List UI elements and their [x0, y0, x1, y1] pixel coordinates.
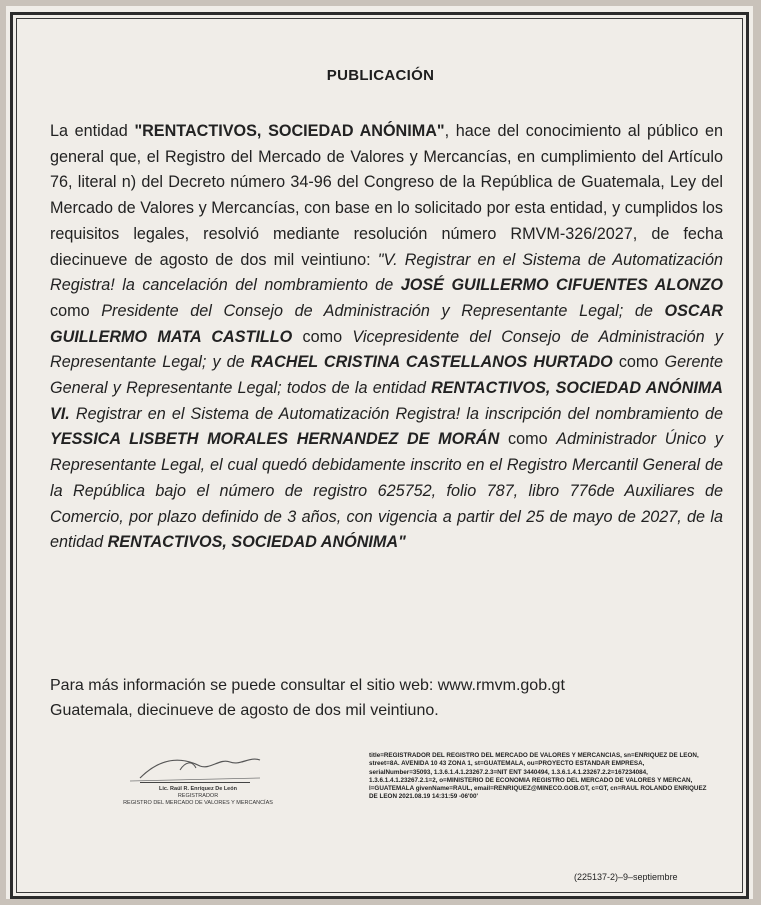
- body-segment: La entidad: [50, 122, 135, 140]
- body-segment: Presidente del Consejo de Administración y Representante Legal; de: [101, 301, 665, 320]
- body-segment: OSCAR GUILLERMO MATA CASTILLO: [50, 301, 723, 346]
- body-segment: , hace del conocimiento al público en general que, el Registro del Mercado de Valores y Mercancías, en cumplimiento del Artículo 76, literal n) del Decreto número 34-96 del Congreso de la República de Guatemala, Ley del Mercado de Valores y Mercancías, con base en lo solicitado por esta entidad, y cumplidos los requisitos legales, resolvió mediante resolución número RMVM-326/2027, de fecha diecinueve de agosto de dos mil veintiuno:: [50, 122, 724, 269]
- body-segment: como: [612, 353, 665, 372]
- signatory-role: REGISTRADOR: [177, 793, 219, 799]
- body-segment: Vicepresidente del Consejo de Administración y Representante Legal; y de: [50, 327, 723, 372]
- body-segment: "V. Registrar en el Sistema de Automatización Registra! la cancelación del nombramiento de: [50, 250, 724, 295]
- footer-reference: (225137-2)–9–septiembre: [574, 872, 678, 882]
- body-segment: YESSICA LISBETH MORALES HERNANDEZ DE MORÁN: [50, 430, 500, 449]
- body-segment: como: [499, 430, 557, 449]
- website-info: Para más información se puede consultar el sitio web: www.rmvm.gob.gt: [50, 677, 565, 694]
- body-segment: JOSÉ GUILLERMO CIFUENTES ALONZO: [400, 276, 723, 295]
- body-segment: Administrador Único y Representante Legal, el cual quedó debidamente inscrito en el Registro Mercantil General de la República bajo el número de registro 625752, folio 787, libro 776de Auxiliares de Comercio, por plazo definido de 3 años, con vigencia a partir del 25 de mayo de 2027, de la entidad: [50, 430, 723, 552]
- body-segment: RACHEL CRISTINA CASTELLANOS HURTADO: [250, 353, 613, 372]
- publication-body: [50, 119, 723, 556]
- signature-block: [110, 748, 280, 828]
- date-line: Guatemala, diecinueve de agosto de dos mil veintiuno.: [50, 702, 439, 719]
- signatory-name: Lic. Raúl R. Enríquez De León: [159, 786, 237, 792]
- body-segment: Gerente General y Representante Legal; todos de la entidad: [50, 353, 723, 398]
- body-segment: como: [292, 327, 353, 346]
- signatory-office: REGISTRO DEL MERCADO DE VALORES Y MERCANCÍAS: [123, 800, 273, 806]
- body-segment: RENTACTIVOS, SOCIEDAD ANÓNIMA": [107, 533, 406, 552]
- signature-line: [140, 782, 250, 783]
- body-segment: RENTACTIVOS, SOCIEDAD ANÓNIMA VI.: [50, 379, 723, 423]
- info-block: [50, 673, 710, 723]
- digital-certificate: title=REGISTRADOR DEL REGISTRO DEL MERCADO DE VALORES Y MERCANCIAS, sn=ENRIQUEZ DE LEON, street=8A. AVENIDA 10 43 ZONA 1, st=GUATEMALA, ou=PROYECTO ESTANDAR EMPRESA, serialNumber=35093, 1.3.6.1.4.1.23267.2.3=NIT ENT 3440494, 1.3.6.1.4.1.23267.2.2=167234084, 1.3.6.1.4.1.23267.2.1=2, o=MINISTERIO DE ECONOMIA REGISTRO DEL MERCADO DE VALORES Y MERCAN, l=GUATEMALA givenName=RAUL, email=RENRIQUEZ@MINECO.GOB.GT, c=GT, cn=RAUL ROLANDO ENRIQUEZ DE LEON 2021.08.19 14:31:59 -06'00': [369, 752, 707, 801]
- body-segment: "RENTACTIVOS, SOCIEDAD ANÓNIMA": [134, 122, 445, 140]
- publication-title: PUBLICACIÓN: [326, 67, 435, 84]
- body-segment: como: [50, 301, 102, 320]
- body-segment: Registrar en el Sistema de Automatización Registra! la inscripción del nombramiento de: [69, 404, 723, 423]
